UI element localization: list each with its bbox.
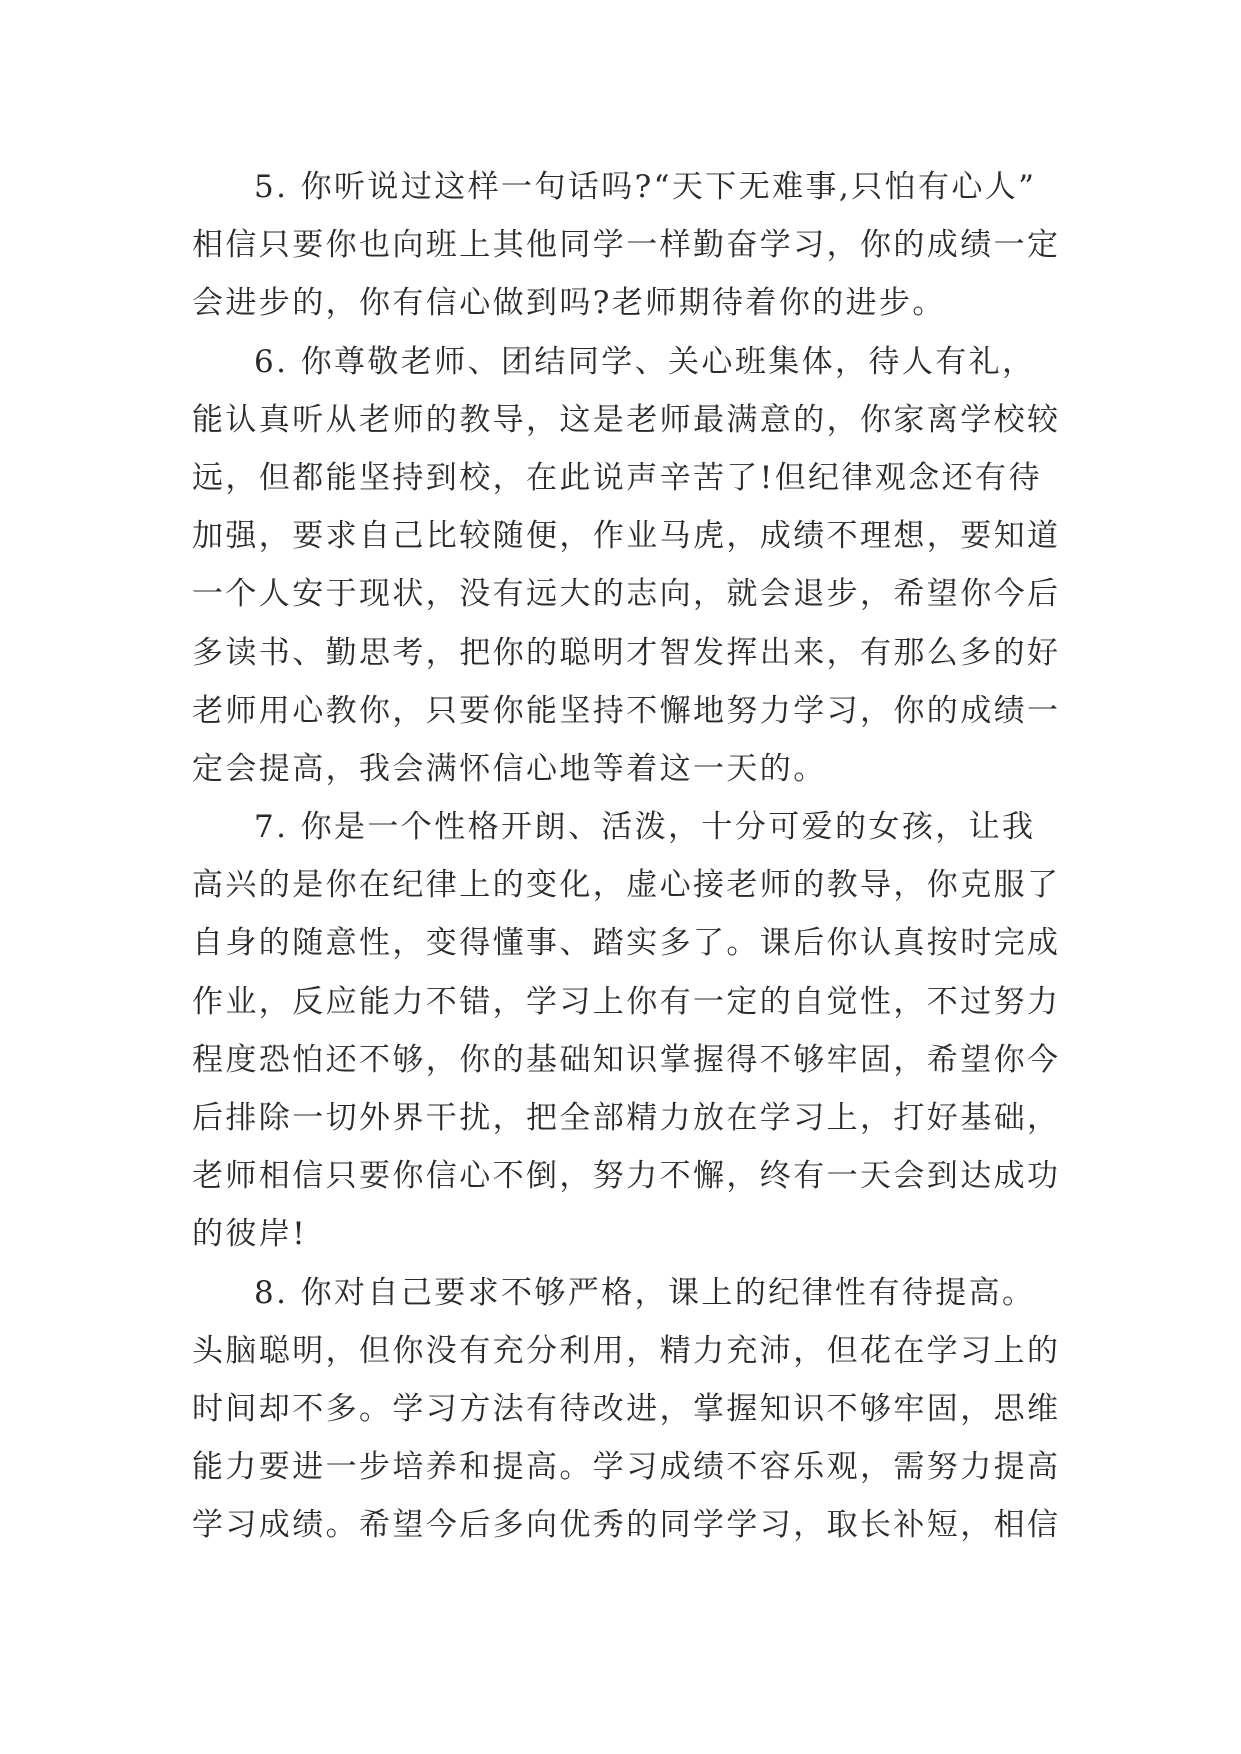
paragraph-first-line: 8. 你对自己要求不够严格，课上的纪律性有待提高。 [254, 1274, 1036, 1311]
text-line: 自身的随意性，变得懂事、踏实多了。课后你认真按时完成 [192, 925, 1061, 962]
text-line: 头脑聪明，但你没有充分利用，精力充沛，但花在学习上的 [192, 1332, 1061, 1369]
text-line: 定会提高，我会满怀信心地等着这一天的。 [192, 750, 827, 787]
text-line: 学习成绩。希望今后多向优秀的同学学习，取长补短，相信 [192, 1507, 1061, 1544]
text-line: 作业，反应能力不错，学习上你有一定的自觉性，不过努力 [192, 983, 1061, 1020]
text-line: 老师相信只要你信心不倒，努力不懈，终有一天会到达成功 [192, 1158, 1061, 1195]
text-line: 相信只要你也向班上其他同学一样勤奋学习，你的成绩一定 [192, 227, 1061, 264]
text-line: 的彼岸! [192, 1216, 308, 1253]
text-line: 能力要进一步培养和提高。学习成绩不容乐观，需努力提高 [192, 1449, 1061, 1486]
text-line: 老师用心教你，只要你能坚持不懈地努力学习，你的成绩一 [192, 692, 1061, 729]
paragraph-first-line: 5. 你听说过这样一句话吗?“天下无难事,只怕有心人” [254, 169, 1037, 205]
text-line: 高兴的是你在纪律上的变化，虚心接老师的教导，你克服了 [192, 867, 1061, 904]
text-line: 会进步的，你有信心做到吗?老师期待着你的进步。 [192, 285, 946, 322]
text-line: 能认真听从老师的教导，这是老师最满意的，你家离学校较 [192, 401, 1061, 438]
text-line: 程度恐怕还不够，你的基础知识掌握得不够牢固，希望你今 [192, 1041, 1061, 1078]
paragraph-first-line: 7. 你是一个性格开朗、活泼，十分可爱的女孩，让我 [254, 809, 1036, 846]
text-line: 一个人安于现状，没有远大的志向，就会退步，希望你今后 [192, 576, 1061, 613]
text-line: 远，但都能坚持到校，在此说声辛苦了!但纪律观念还有待 [192, 459, 1042, 496]
text-line: 加强，要求自己比较随便，作业马虎，成绩不理想，要知道 [192, 518, 1061, 555]
text-line: 多读书、勤思考，把你的聪明才智发挥出来，有那么多的好 [192, 634, 1061, 671]
text-line: 后排除一切外界干扰，把全部精力放在学习上，打好基础， [192, 1100, 1061, 1136]
text-line: 时间却不多。学习方法有待改进，掌握知识不够牢固，思维 [192, 1390, 1061, 1427]
document-body [192, 158, 1061, 1555]
paragraph-first-line: 6. 你尊敬老师、团结同学、关心班集体，待人有礼， [254, 343, 1036, 380]
